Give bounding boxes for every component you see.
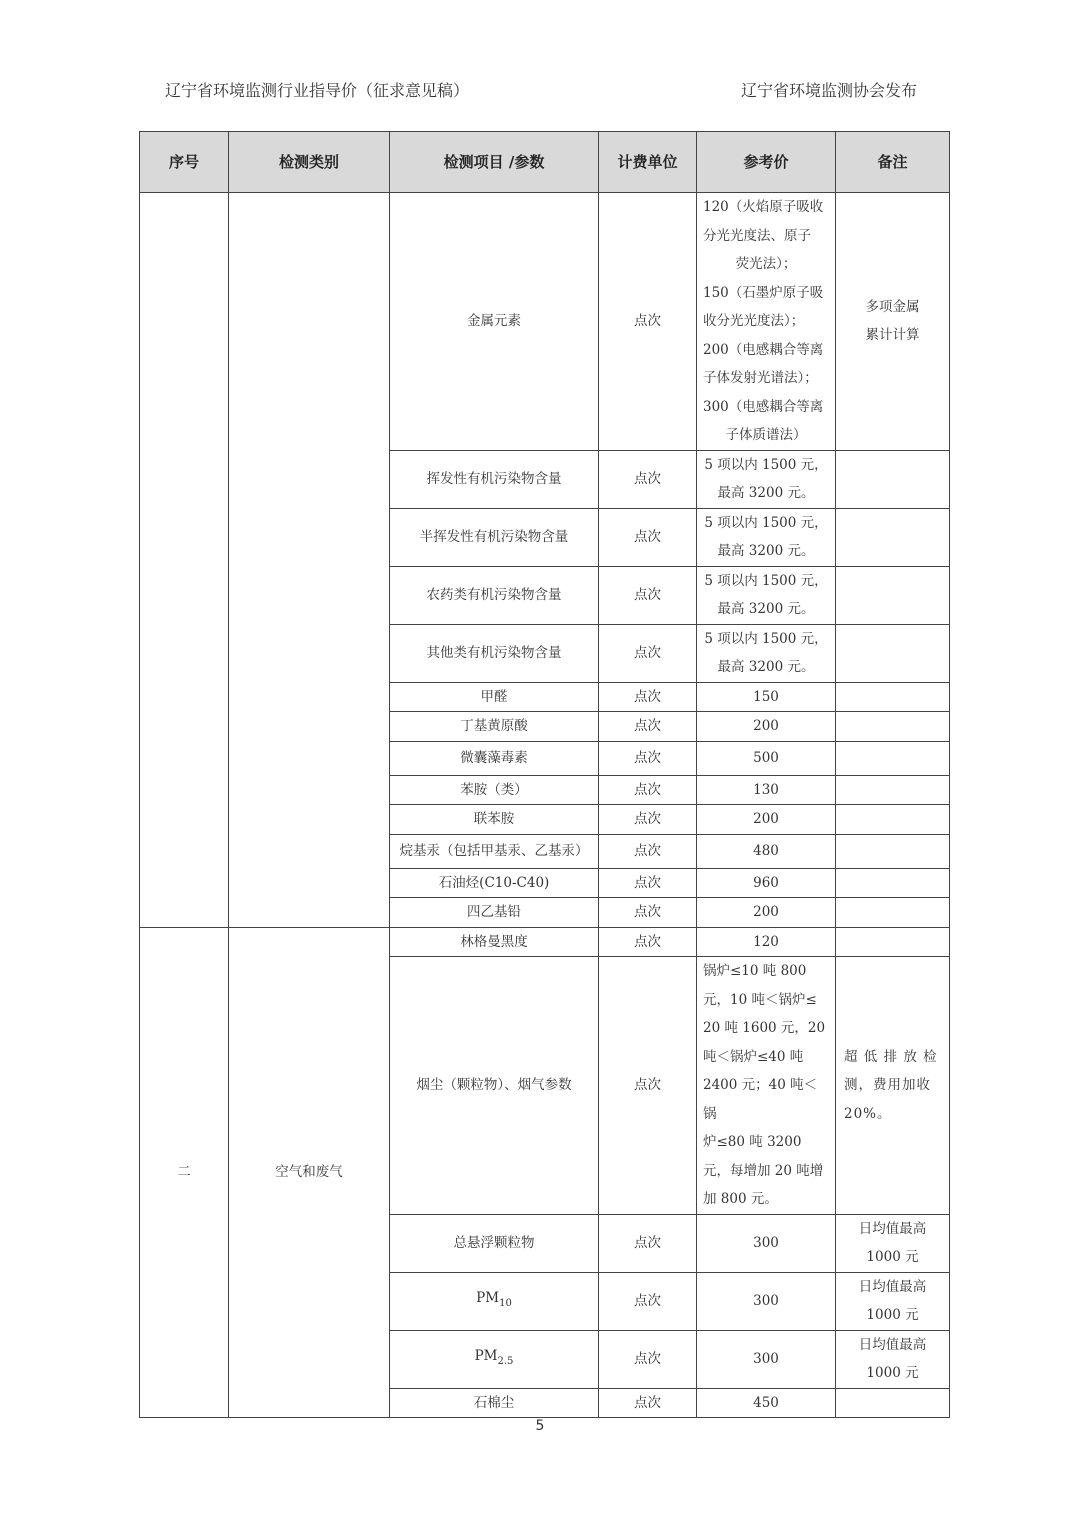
note-line: 日均值最高 [858, 1278, 927, 1295]
unit-cell: 点次 [599, 508, 697, 566]
price-cell [697, 193, 836, 451]
column-header-price: 参考价 [697, 132, 836, 193]
price-line: 元，10 吨＜锅炉≤ [703, 991, 817, 1008]
note-cell [836, 898, 950, 928]
price-cell: 480 [697, 834, 836, 868]
pm10-base: PM [476, 1289, 500, 1306]
note-cell [836, 1330, 950, 1388]
note-cell [836, 508, 950, 566]
price-line: 锅炉≤10 吨 800 [703, 963, 807, 979]
note-cell [836, 957, 950, 1215]
price-line: 5 项以内 1500 元， [704, 572, 828, 589]
note-cell [836, 624, 950, 682]
note-cell [836, 834, 950, 868]
price-line: 荧光法）； [735, 256, 797, 272]
unit-cell: 点次 [599, 566, 697, 624]
column-header-item: 检测项目 /参数 [390, 132, 599, 193]
unit-cell: 点次 [599, 1214, 697, 1272]
note-line: 日均值最高 [858, 1220, 927, 1237]
note-cell [836, 1388, 950, 1418]
item-cell: 烟尘（颗粒物）、烟气参数 [390, 957, 599, 1215]
price-cell [697, 566, 836, 624]
price-line: 5 项以内 1500 元， [704, 514, 828, 531]
note-cell [836, 927, 950, 957]
note-line: 20%。 [844, 1105, 892, 1122]
price-line: 150（石墨炉原子吸 [703, 284, 824, 301]
item-cell: 甲醛 [390, 682, 599, 712]
item-cell: 其他类有机污染物含量 [390, 624, 599, 682]
unit-cell: 点次 [599, 927, 697, 957]
note-line: 1000 元 [866, 1307, 919, 1323]
table-header-row [140, 132, 950, 193]
note-cell [836, 450, 950, 508]
price-cell: 130 [697, 775, 836, 805]
item-cell: 微囊藻毒素 [390, 741, 599, 775]
column-header-unit: 计费单位 [599, 132, 697, 193]
price-line: 吨＜锅炉≤40 吨 [703, 1048, 804, 1065]
unit-cell: 点次 [599, 898, 697, 928]
note-line: 1000 元 [866, 1365, 919, 1381]
unit-cell: 点次 [599, 775, 697, 805]
unit-cell: 点次 [599, 1388, 697, 1418]
column-header-category: 检测类别 [229, 132, 390, 193]
group1-index [140, 193, 229, 928]
unit-cell: 点次 [599, 957, 697, 1215]
note-line: 超 低 排 放 检 [844, 1048, 938, 1065]
price-line: 元，每增加 20 吨增 [703, 1162, 824, 1179]
column-header-index: 序号 [140, 132, 229, 193]
price-cell [697, 508, 836, 566]
note-line: 日均值最高 [858, 1336, 927, 1353]
group1-category [229, 193, 390, 928]
price-cell: 150 [697, 682, 836, 712]
note-cell [836, 566, 950, 624]
unit-cell: 点次 [599, 1272, 697, 1330]
price-cell: 960 [697, 868, 836, 898]
price-line: 最高 3200 元。 [717, 601, 815, 617]
page-number: 5 [535, 1418, 545, 1434]
unit-cell: 点次 [599, 712, 697, 742]
note-cell [836, 193, 950, 451]
column-header-note: 备注 [836, 132, 950, 193]
price-cell [697, 957, 836, 1215]
item-cell: 半挥发性有机污染物含量 [390, 508, 599, 566]
table-row [140, 927, 950, 957]
price-line: 5 项以内 1500 元， [704, 630, 828, 647]
price-line: 20 吨 1600 元，20 [703, 1020, 826, 1036]
note-cell [836, 805, 950, 835]
price-line: 子体发射光谱法）； [703, 370, 818, 386]
price-line: 最高 3200 元。 [717, 485, 815, 501]
group2-index: 二 [140, 927, 229, 1418]
publisher: 辽宁省环境监测协会发布 [740, 81, 917, 100]
price-line: 5 项以内 1500 元， [704, 456, 828, 473]
price-cell [697, 624, 836, 682]
item-cell: 总悬浮颗粒物 [390, 1214, 599, 1272]
pm25-subscript: 2.5 [497, 1355, 514, 1367]
note-cell [836, 1214, 950, 1272]
item-cell: 四乙基铅 [390, 898, 599, 928]
price-cell: 450 [697, 1388, 836, 1418]
pm25-base: PM [474, 1347, 498, 1364]
note-line: 1000 元 [866, 1249, 919, 1265]
price-cell: 300 [697, 1272, 836, 1330]
price-cell: 500 [697, 741, 836, 775]
item-cell: 联苯胺 [390, 805, 599, 835]
note-line: 测，费用加收 [844, 1077, 931, 1093]
note-line: 累计计算 [865, 327, 920, 344]
unit-cell: 点次 [599, 450, 697, 508]
unit-cell: 点次 [599, 868, 697, 898]
item-cell: 丁基黄原酸 [390, 712, 599, 742]
unit-cell: 点次 [599, 741, 697, 775]
price-line: 炉≤80 吨 3200 [703, 1134, 802, 1150]
price-line: 300（电感耦合等离 [703, 398, 824, 415]
note-cell [836, 741, 950, 775]
item-cell: 苯胺（类） [390, 775, 599, 805]
item-cell: 林格曼黑度 [390, 927, 599, 957]
item-cell: 石棉尘 [390, 1388, 599, 1418]
price-line: 120（火焰原子吸收 [703, 199, 824, 215]
price-cell: 200 [697, 898, 836, 928]
page-header [165, 78, 917, 102]
price-line: 最高 3200 元。 [717, 543, 815, 559]
price-cell: 300 [697, 1330, 836, 1388]
price-line: 2400 元；40 吨＜锅 [703, 1077, 818, 1122]
price-line: 加 800 元。 [703, 1191, 778, 1207]
unit-cell: 点次 [599, 682, 697, 712]
price-line: 分光光度法、原子 [703, 227, 811, 244]
unit-cell: 点次 [599, 834, 697, 868]
price-cell [697, 450, 836, 508]
price-cell: 200 [697, 805, 836, 835]
price-line: 收分光光度法）； [703, 313, 805, 329]
item-cell: 农药类有机污染物含量 [390, 566, 599, 624]
price-cell: 300 [697, 1214, 836, 1272]
item-cell [390, 1272, 599, 1330]
note-cell [836, 712, 950, 742]
note-cell [836, 682, 950, 712]
group2-category: 空气和废气 [229, 927, 390, 1418]
note-cell [836, 868, 950, 898]
table-row [140, 193, 950, 451]
item-cell: 金属元素 [390, 193, 599, 451]
unit-cell: 点次 [599, 193, 697, 451]
price-line: 最高 3200 元。 [717, 659, 815, 675]
unit-cell: 点次 [599, 805, 697, 835]
price-line: 子体质谱法） [725, 427, 807, 443]
item-cell [390, 1330, 599, 1388]
price-line: 200（电感耦合等离 [703, 341, 824, 358]
price-table [139, 131, 950, 1418]
pm10-subscript: 10 [499, 1297, 512, 1309]
note-cell [836, 1272, 950, 1330]
price-cell: 120 [697, 927, 836, 957]
unit-cell: 点次 [599, 624, 697, 682]
unit-cell: 点次 [599, 1330, 697, 1388]
item-cell: 烷基汞（包括甲基汞、乙基汞） [390, 834, 599, 868]
item-cell: 挥发性有机污染物含量 [390, 450, 599, 508]
note-line: 多项金属 [865, 298, 920, 315]
item-cell: 石油烃(C10-C40) [390, 868, 599, 898]
note-cell [836, 775, 950, 805]
document-title: 辽宁省环境监测行业指导价（征求意见稿） [165, 81, 470, 100]
price-cell: 200 [697, 712, 836, 742]
